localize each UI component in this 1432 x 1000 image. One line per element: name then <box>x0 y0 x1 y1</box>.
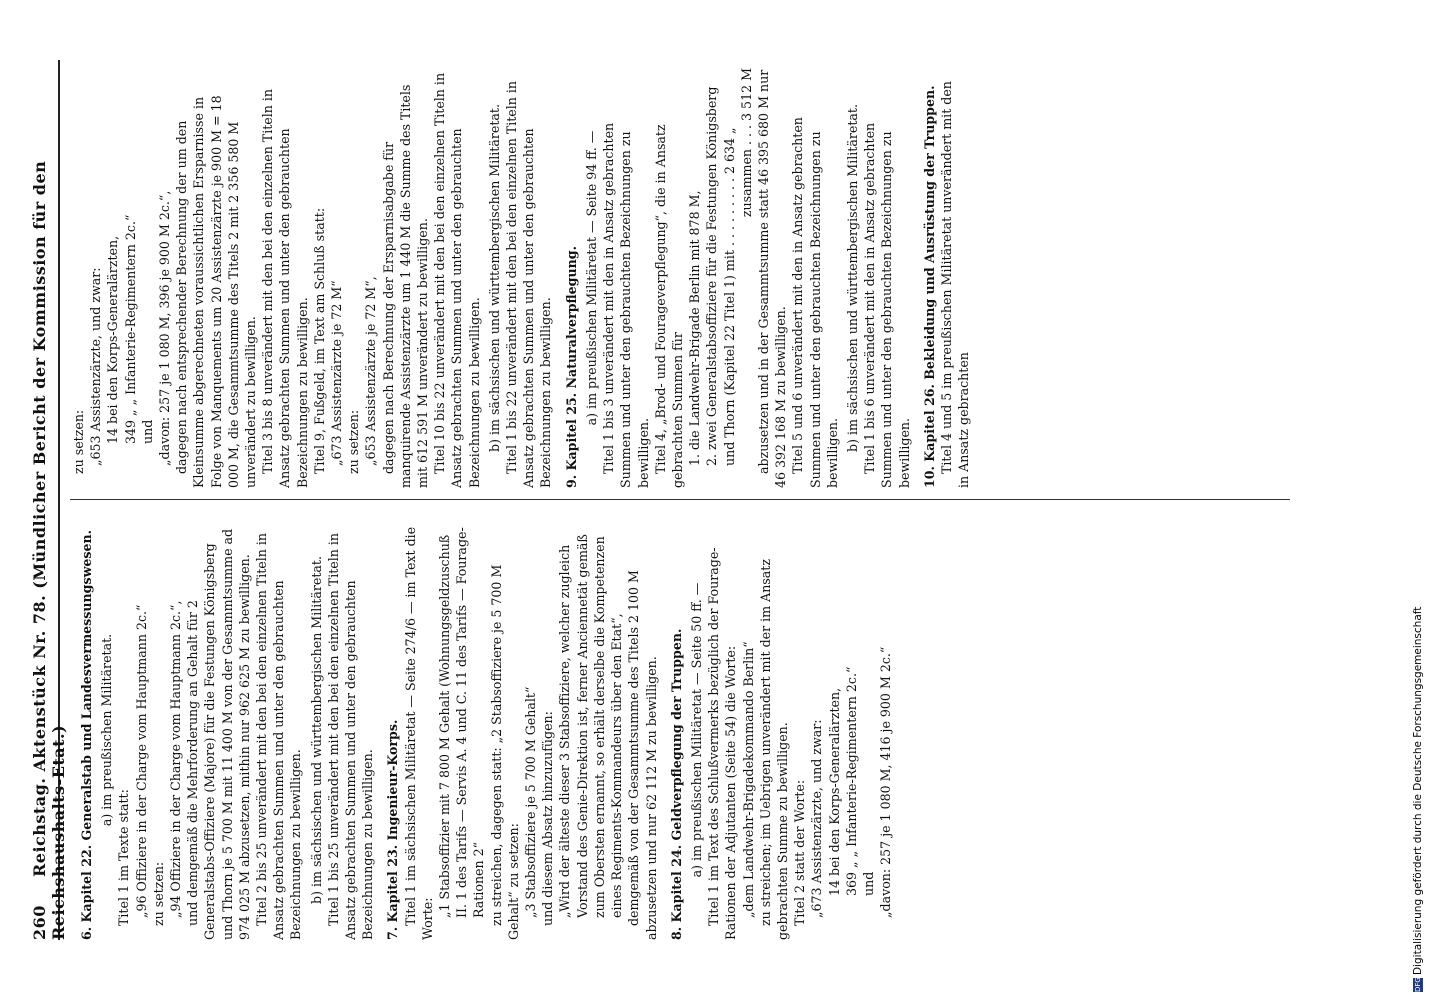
text-paragraph: „653 Assistenzärzte, und zwar: <box>88 267 104 466</box>
text-paragraph: „davon: 257 je 1 080 M, 416 je 900 M 2c.“ <box>878 646 894 918</box>
text-paragraph: 369 „ „ Infanterie-Regimentern 2c.“ <box>843 666 859 896</box>
text-paragraph: Titel 2 bis 25 unverändert mit den bei den einzelnen Titeln in Ansatz gebrachten Summen und unter den gebrauchten Bezeichnungen zu bewilligen. <box>254 532 304 940</box>
text-paragraph: und <box>139 419 155 444</box>
text-paragraph: „davon: 257 je 1 080 M, 396 je 900 M 2c.“, <box>157 190 173 466</box>
text-paragraph: Titel 5 und 6 unverändert mit den in Ansatz gebrachten Summen und unter den gebrauchten Bezeichnungen zu bewilligen. <box>790 117 840 488</box>
sub-heading: b) im sächsischen und württembergischen Militäretat. <box>844 104 860 452</box>
sub-heading: a) im preußischen Militäretat. <box>99 633 115 827</box>
text-paragraph: dagegen nach Berechnung der Ersparnisabgabe für manquirende Assistenzärzte um 1 440 M die Summe des Titels mit 612 591 M unverändert zu bewilligen. <box>380 84 431 488</box>
text-paragraph: dagegen nach entsprechender Berechnung der um den Kleinsumme abgerechneten voraussichtlichen Ersparnisse in Folge von Manquements um 20 Assistenzärzte je 900 M = 18 000 M, die Gesammtsumme des Titels 2 mit 2 356 580 M unverändert zu bewilligen. <box>174 95 259 488</box>
text-paragraph: Titel 9, Fußgeld, im Text am Schluß statt: <box>311 207 327 474</box>
text-paragraph: „96 Offiziere in der Charge vom Hauptmann 2c.“ <box>133 604 149 918</box>
credit-text: Digitalisierung gefördert durch die Deutsche Forschungsgemeinschaft <box>1412 606 1424 975</box>
text-paragraph: „3 Stabsoffiziere je 5 700 M Gehalt“ <box>523 686 539 918</box>
dfg-logo: DFG <box>1414 977 1422 992</box>
text-paragraph: 1. die Landwehr-Brigade Berlin mit 878 M, <box>687 190 703 466</box>
text-paragraph: und <box>860 871 876 896</box>
section-heading: 10. Kapitel 26. Bekleidung und Ausrüstung der Truppen. <box>921 85 937 488</box>
digitization-credit <box>1412 607 1424 992</box>
section-heading: 6. Kapitel 22. Generalstab und Landesvermessungswesen. <box>79 529 94 940</box>
sub-heading: a) im preußischen Militäretat — Seite 50 ff. — <box>688 582 704 878</box>
text-paragraph: „1 Stabsoffizier mit 7 800 M Gehalt (Wohnungsgeldzuschuß II. 1 des Tarifs — Servis A. 4 und C. 11 des Tarifs — Fourage-Rationen 2“ <box>437 527 487 918</box>
column-divider <box>70 499 1290 500</box>
text-paragraph: Titel 4 und 5 im preußischen Militäretat unverändert mit den in Ansatz gebrachten <box>938 81 972 488</box>
running-header <box>30 60 68 940</box>
page-number: 260 <box>30 905 49 940</box>
text-paragraph: Titel 1 im sächsischen Militäretat — Seite 274/6 — im Text die Worte: <box>402 526 435 940</box>
text-paragraph: „673 Assistenzärzte, und zwar: <box>809 719 825 918</box>
text-paragraph: „94 Offiziere in der Charge vom Hauptmann 2c.“, <box>168 600 184 918</box>
section-heading: 8. Kapitel 24. Geldverpflegung der Truppen. <box>668 628 684 940</box>
text-paragraph: Titel 4, „Brod- und Fourageverpflegung“, die in Ansatz gebrachten Summen für <box>652 124 685 488</box>
text-paragraph: 14 bei den Korps-Generalärzten, <box>826 687 842 896</box>
text-paragraph: demgemäß von der Gesammtsumme des Titels 2 100 M abzusetzen und nur 62 112 M zu bewilligen. <box>626 570 659 940</box>
text-paragraph: Titel 1 bis 3 unverändert mit den in Ansatz gebrachten Summen und unter den gebrauchten Bezeichnungen zu bewilligen. <box>601 122 651 488</box>
text-paragraph: Titel 1 im Texte statt: <box>116 789 132 926</box>
text-paragraph: abzusetzen und in der Gesammtsumme statt 46 395 680 M nur 46 392 168 M zu bewilligen. <box>755 69 789 488</box>
text-paragraph: Titel 1 bis 22 unverändert mit den bei den einzelnen Titeln in Ansatz gebrachten Summen und unter den gebrauchten Bezeichnungen zu bewilligen. <box>504 80 554 488</box>
text-paragraph: Titel 10 bis 22 unverändert mit den bei den einzelnen Titeln in Ansatz gebrachten Summen und unter den gebrauchten Bezeichnungen zu bewilligen. <box>432 72 482 488</box>
section-heading: 7. Kapitel 23. Ingenieur-Korps. <box>385 719 401 940</box>
text-paragraph: Titel 2 statt der Worte: <box>792 779 808 926</box>
text-paragraph: Titel 3 bis 8 unverändert mit den bei den einzelnen Titeln in Ansatz gebrachten Summen und unter den gebrauchten Bezeichnungen zu bewilligen. <box>260 88 310 488</box>
sub-heading: a) im preußischen Militäretat — Seite 94 ff. — <box>583 130 599 426</box>
text-paragraph: 349 „ „ Infanterie-Regimentern 2c.“ <box>122 214 138 444</box>
right-text-column <box>70 68 1340 488</box>
text-paragraph: „653 Assistenzärzte je 72 M“, <box>363 276 379 466</box>
text-paragraph: und diesem Absatz hinzuzufügen: <box>540 711 556 926</box>
text-paragraph: zusammen . . . 3 512 M <box>738 68 754 218</box>
text-paragraph: Titel 1 bis 6 unverändert mit den in Ansatz gebrachten Summen und unter den gebrauchten Bezeichnungen zu bewilligen. <box>862 122 912 488</box>
text-paragraph: zu setzen: <box>150 861 166 926</box>
text-paragraph: zu setzen: <box>71 409 86 474</box>
sub-heading: b) im sächsischen und württembergischen Militäretat. <box>308 556 324 904</box>
text-paragraph: „673 Assistenzärzte je 72 M“ <box>329 280 345 466</box>
text-paragraph: Titel 1 im Text des Schlußvermerks bezüglich der Fourage-Rationen der Adjutanten (Seite 54) die Worte: <box>706 547 739 940</box>
text-paragraph: 14 bei den Korps-Generalärzten, <box>105 235 121 444</box>
text-paragraph: zu setzen: <box>346 409 362 474</box>
text-paragraph: „Wird der älteste dieser 3 Stabsoffiziere, welcher zugleich Vorstand des Genie-Direktion ist, ferner Anciennetät gemäß zum Obersten ernannt, so erhält derselbe die Kompetenzen eines Regiments-Kommandeurs über den Etat“, <box>557 534 625 918</box>
sub-heading: b) im sächsischen und württembergischen Militäretat. <box>486 104 502 452</box>
section-heading: 9. Kapitel 25. Naturalverpflegung. <box>563 246 579 488</box>
text-paragraph: „dem Landwehr-Brigadekommando Berlin“ <box>740 641 756 918</box>
text-paragraph: zu streichen, dagegen statt: „2 Stabsoffiziere je 5 700 M Gehalt“ zu setzen: <box>488 564 521 940</box>
text-paragraph: zu streichen; im Uebrigen unverändert mit der im Ansatz gebrachten Summe zu bewilligen. <box>757 559 790 940</box>
header-title: Reichstag. Aktenstück Nr. 78. (Mündlicher Bericht der Kommission für den Reichshaushalts-Etat.) <box>30 160 68 940</box>
left-text-column <box>70 520 1340 940</box>
text-paragraph: und demgemäß die Mehrforderung an Gehalt für 2 Generalstabs-Offiziere (Majore) für die Festungen Königsberg und Thorn je 5 700 M mit 11 400 M von der Gesammtsumme ad 974 025 M abzusetzen, mithin nur 962 625 M zu bewilligen. <box>185 528 252 940</box>
text-paragraph: Titel 1 bis 25 unverändert mit den bei den einzelnen Titeln in Ansatz gebrachten Summen und unter den gebrauchten Bezeichnungen zu bewilligen. <box>325 532 376 940</box>
text-paragraph: 2. zwei Generalstabsoffiziere für die Festungen Königsberg und Thorn (Kapitel 22 Titel 1) mit . . . . . . . . . 2 634 „ <box>704 86 737 466</box>
